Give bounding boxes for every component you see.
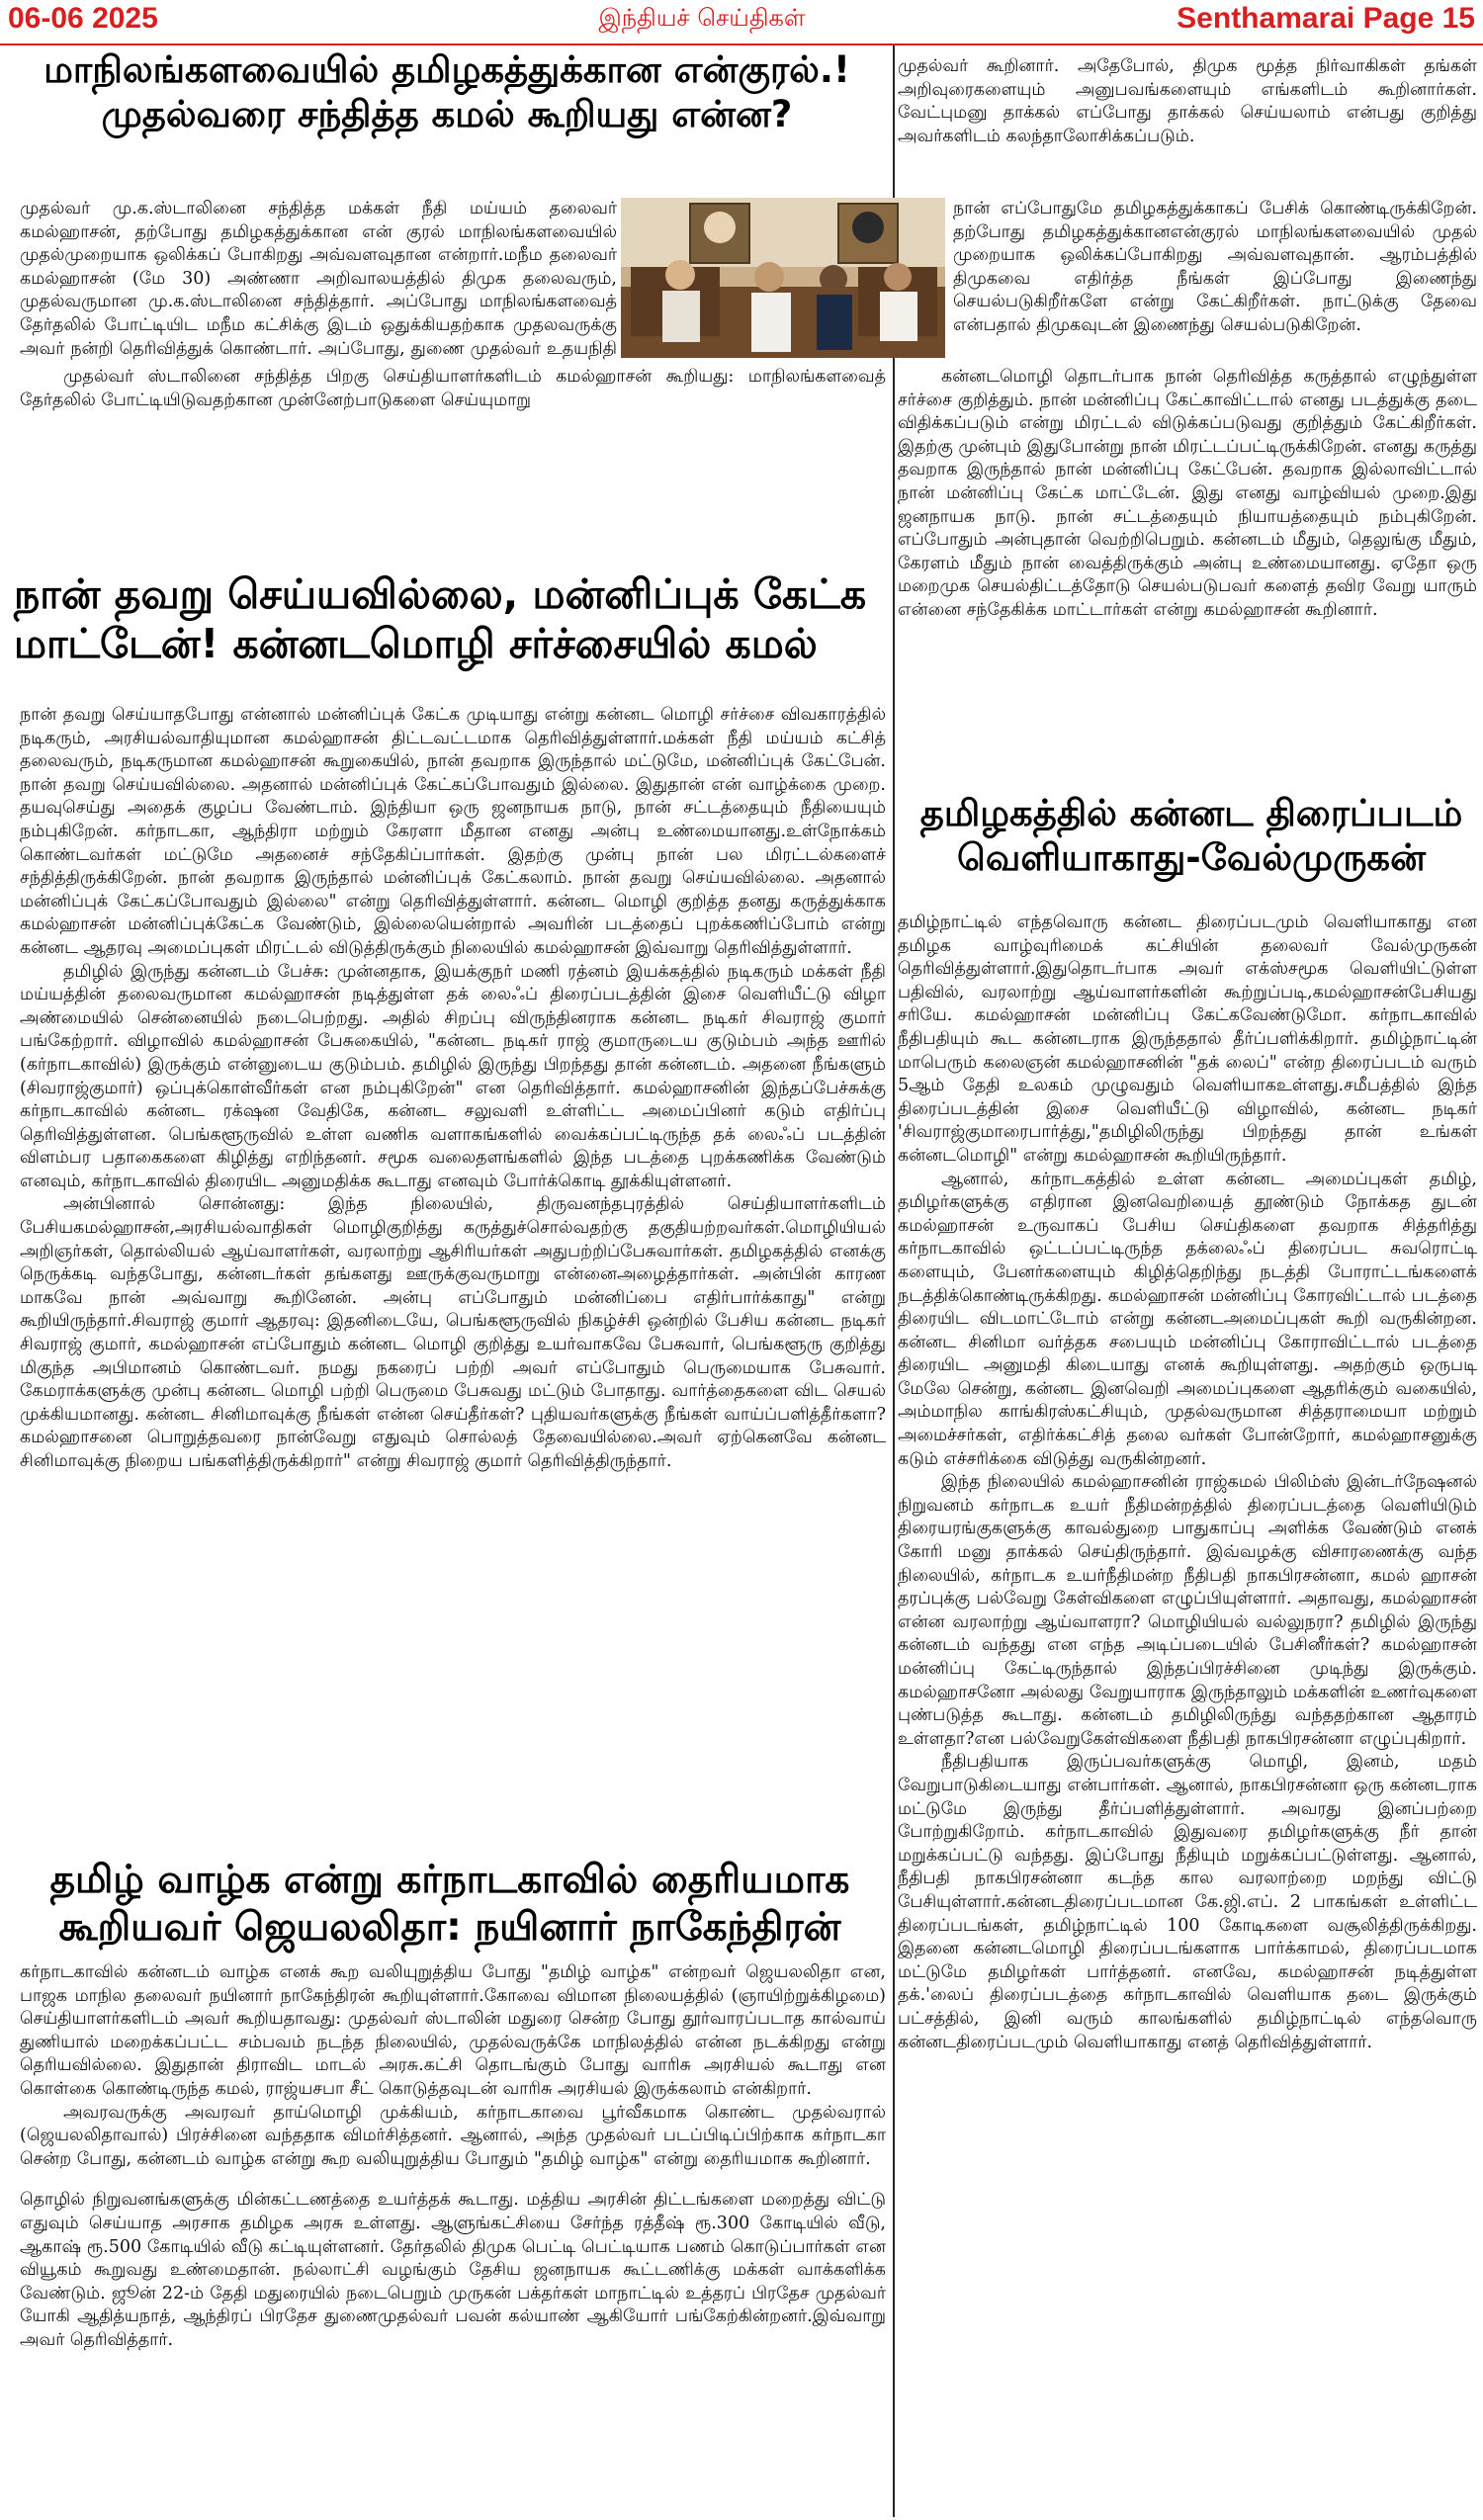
column-divider (893, 45, 895, 2517)
article1-column (20, 198, 617, 360)
article2-headline: நான் தவறு செய்யவில்லை, மன்னிப்புக் கேட்க மாட்டேன்! கன்னடமொழி சர்ச்சையில் கமல் (14, 570, 867, 668)
article4-paragraph: நீதிபதியாக இருப்பவர்களுக்கு மொழி, இனம், மதம் வேறுபாடுகிடையாது என்பார்கள். ஆனால், நாகபிரசன்னா ஒரு கன்னடராக மட்டுமே இருந்து தீர்ப்பளித்துள்ளார். அவரது இனப்பற்றை போற்றுகிறோம். கர்நாடகாவில் இதுவரை தமிழர்களுக்கு நீர் தான் மறுக்கப்பட்டு வந்தது. இப்போது நீதியும் மறுக்கப்பட்டுள்ளது. ஆனால், நீதிபதி நாகபிரசன்னா கடந்த கால வரலாற்றை மறந்து விட்டு பேசியுள்ளார்.கன்னடதிரைப்படமான கே.ஜி.எப். 2 பாகங்கள் உள்ளிட்ட திரைப்படங்கள், தமிழ்நாட்டில் 100 கோடிகளை வசூலித்திருக்கிறது. இதனை கன்னடமொழி திரைப்படங்களாக பார்க்காமல், திரைப்படமாக மட்டுமே தமிழர்கள் பார்த்தனர். எனவே, கமல்ஹாசன் நடித்துள்ள தக்.'லைப் திரைப்படத்தை கர்நாடகாவில் வெளியாக தடை இருக்கும் பட்சத்தில், இனி வரும் காலங்களில் தமிழ்நாட்டில் எந்தவொரு கன்னடதிரைப்படமும் வெளியாகாது எனத் தெரிவித்துள்ளார். (898, 1752, 1477, 2052)
issue-date: 06-06 2025 (8, 2, 158, 35)
article3-headline: தமிழ் வாழ்க என்று கர்நாடகாவில் தைரியமாக கூறியவர் ஜெயலலிதா: நயினார் நாகேந்திரன் (49, 1858, 850, 1950)
article1-paragraph: முதல்வர் மு.க.ஸ்டாலினை சந்தித்த மக்கள் நீதி மய்யம் தலைவர் கமல்ஹாசன், தற்போது தமிழகத்துக்கான என் குரல் மாநிலங்களவையில் முதல்முறையாக ஒலிக்கப் போகிறது அவ்வளவுதான என்றார்.மநீம தலைவர் கமல்ஹாசன் (மே 30) அண்ணா அறிவாலயத்தில் திமுக தலைவரும், முதல்வருமான மு.க.ஸ்டாலினை சந்தித்தார். அப்போது மாநிலங்களவைத் தேர்தலில் போட்டியிட மநீம கட்சிக்கு இடம் ஒதுக்கியதற்காக முதலவருக்கு அவர் நன்றி தெரிவித்துக் கொண்டார். அப்போது, துணை முதல்வர் உதயநிதி (20, 199, 617, 359)
article4-paragraph: இந்த நிலையில் கமல்ஹாசனின் ராஜ்கமல் பிலிம்ஸ் இன்டர்நேஷனல் நிறுவனம் கர்நாடக உயர் நீதிமன்றத்தில் திரைப்படத்தை வெளியிடும் திரையரங்குகளுக்கு காவல்துறை பாதுகாப்பு அளிக்க வேண்டும் எனக் கோரி மனு தாக்கல் செய்திருந்தார். இவ்வழக்கு விசாரணைக்கு வந்த நிலையில், கர்நாடக உயர்நீதிமன்ற நீதிபதி நாகபிரசன்னா, கமல் ஹாசன் தரப்புக்கு பல்வேறு கேள்விகளை எழுப்பியுள்ளார். அதாவது, கமல்ஹாசன் என்ன வரலாற்று ஆய்வாளரா? மொழியியல் வல்லுநரா? தமிழில் இருந்து கன்னடம் வந்தது என எந்த அடிப்படையில் பேசினீர்கள்? கமல்ஹாசன் மன்னிப்பு கேட்டிருந்தால் இந்தப்பிரச்சினை முடிந்து இருக்கும். கமல்ஹாசனோ அல்லது வேறுயாராக இருந்தாலும் மக்களின் உணர்வுகளை புண்படுத்த கூடாது. கன்னடம் தமிழிலிருந்து வந்ததற்கான ஆதாரம் உள்ளதா?என பல்வேறுகேள்விகளை நீதிபதி நாகபிரசன்னா எழுப்புகிறார். (898, 1472, 1477, 1749)
article2-paragraph: கன்னடமொழி தொடர்பாக நான் தெரிவித்த கருத்தால் எழுந்துள்ள சர்ச்சை குறித்தும். நான் மன்னிப்பு கேட்காவிட்டால் எனது படத்துக்கு தடை விதிக்கப்படும் என்று மிரட்டல் விடுக்கப்படுவது குறித்தும் கேட்கிறீர்கள். இதற்கு முன்பும் இதுபோன்று நான் மிரட்டப்பட்டிருக்கிறேன். எனது கருத்து தவறாக இருந்தால் நான் மன்னிப்பு கேட்பேன். தவறாக இல்லாவிட்டால் நான் மன்னிப்பு கேட்க மாட்டேன். இது எனது வாழ்வியல் முறை.இது ஜனநாயக நாடு. நான் சட்டத்தையும் நியாயத்தையும் நம்புகிறேன். எப்போதும் அன்புதான் வெற்றிபெறும். கன்னடம் மீதும், தெலுங்கு மீதும், கேரளம் மீதும் நான் வைத்திருக்கும் அன்பு உண்மையானது. ஏதோ ஒரு மறைமுக செயல்திட்டத்தோடு செயல்படுபவர் களைத் தவிர வேறு யாரும் என்னை சந்தேகிக்க மாட்டார்கள் என்று கமல்ஹாசன் கூறினார். (898, 367, 1477, 620)
article1-column (20, 366, 886, 413)
publication-page: Senthamarai Page 15 (1177, 2, 1475, 35)
article2-continuation (898, 366, 1477, 789)
article1-paragraph: முதல்வர் கூறினார். அதேபோல், திமுக மூத்த நிர்வாகிகள் தங்கள் அறிவுரைகளையும் அனுபவங்களையும் எங்களிடம் கூறினார்கள். வேட்புமனு தாக்கல் எப்போது தாக்கல் செய்யலாம் என்பது குறித்து அவர்களிடம் கலந்தாலோசிக்கப்படும். (898, 56, 1477, 146)
article1-headline: மாநிலங்களவையில் தமிழகத்துக்கான என்குரல்.! முதல்வரை சந்தித்த கமல் கூறியது என்ன? (44, 48, 850, 136)
article3-paragraph: தொழில் நிறுவனங்களுக்கு மின்கட்டணத்தை உயர்த்தக் கூடாது. மத்திய அரசின் திட்டங்களை மறைத்து விட்டு எதுவும் செய்யாத அரசாக தமிழக அரசு உள்ளது. ஆளுங்கட்சியை சேர்ந்த ரத்தீஷ் ரூ.300 கோடியில் வீடு, ஆகாஷ் ரூ.500 கோடியில் வீடு கட்டியுள்ளனர். தேர்தலில் திமுக பெட்டி பெட்டியாக பணம் கொடுப்பார்கள் என வியூகம் கூறுவது உண்மைதான். நல்லாட்சி வழங்கும் தேசிய ஜனநாயக கூட்டணிக்கு மக்கள் வாக்களிக்க வேண்டும். ஜூன் 22-ம் தேதி மதுரையில் நடைபெறும் முருகன் பக்தர்கள் மாநாட்டில் உத்தரப் பிரதேச முதல்வர் யோகி ஆதித்யநாத், ஆந்திரப் பிரதேச துணைமுதல்வர் பவன் கல்யாண் ஆகியோர் பங்கேற்கின்றனர்.இவ்வாறு அவர் தெரிவித்தார். (20, 2190, 886, 2350)
article4-paragraph: ஆனால், கர்நாடகத்தில் உள்ள கன்னட அமைப்புகள் தமிழ், தமிழர்களுக்கு எதிரான இனவெறியைத் தூண்டும் நோக்கத துடன் கமல்ஹாசன் உருவாகப் பேசிய செய்திகளை தவறாக சித்தரித்து கர்நாடகாவில் ஒட்டப்பட்டிருந்த தக்லைஃப் திரைப்பட சுவரொட்டி களையும், பேனர்களையும் கிழித்தெறிந்து நடத்தி போராட்டங்களைக் நடத்திக்கொண்டிருக்கிறது. கமல்ஹாசன் மன்னிப்பு கோரவிட்டால் படத்தை திரையிட விடமாட்டோம் என்று கன்னடஅமைப்புகள் கூறி வருகின்றன. கன்னட சினிமா வர்த்தக சபையும் மன்னிப்பு கோராவிட்டால் படத்தை திரையிட அனுமதி கிடையாது எனக் கூறியுள்ளது. அதற்கும் ஒருபடி மேலே சென்று, கன்னட இனவெறி அமைப்புகளை ஆதரிக்கும் வகையில், அம்மாநில காங்கிரஸ்கட்சியும், முதல்வருமான சித்தராமையா மற்றும் அமைச்சர்கள், எதிர்க்கட்சித் தலை வர்கள் போன்றோர், கமல்ஹாசனுக்கு கடும் எச்சரிக்கை விடுத்து வருகின்றனர். (898, 1169, 1477, 1469)
section-title: இந்தியச் செய்திகள் (598, 4, 806, 32)
article2-paragraph: தமிழில் இருந்து கன்னடம் பேச்சு: முன்னதாக, இயக்குநர் மணி ரத்னம் இயக்கத்தில் நடிகரும் மக்கள் நீதி மய்யத்தின் தலைவருமான கமல்ஹாசன் நடித்துள்ள தக் லைஃப் திரைப்படத்தின் இசை வெளியீட்டு விழா அண்மையில் சென்னையில் நடைபெற்றது. அதில் சிறப்பு விருந்தினராக கன்னட நடிகர் சிவராஜ் குமார் பங்கேற்றார். விழாவில் கமல்ஹாசன் பேசுகையில், "கன்னட நடிகர் ராஜ் குமாருடைய குடும்பம் அந்த ஊரில் (கர்நாடகாவில்) இருக்கும் என்னுடைய குடும்பம். தமிழில் இருந்து பிறந்தது தான் கன்னடம். அதனை நீங்களும் (சிவராஜ்குமார்) ஒப்புக்கொள்வீர்கள் என நம்புகிறேன்" என தெரிவித்தார். கமல்ஹாசனின் இந்தப்பேச்சுக்கு கர்நாடகாவில் கன்னட ரக்‌ஷன வேதிகே, கன்னட சலுவளி உள்ளிட்ட அமைப்பினர் கடும் எதிர்ப்பு தெரிவித்துள்ளன. பெங்களூருவில் உள்ள வணிக வளாகங்களில் வைக்கப்பட்டிருந்த தக் லைஃப் படத்தின் விளம்பர பதாகைகளை கிழித்து எறிந்தனர். சமூக வலைதளங்களில் இந்த படத்தை புறக்கணிக்க வேண்டும் எனவும், கர்நாடகாவில் திரையிட அனுமதிக்க கூடாது எனவும் போர்க்கொடி தூக்கியுள்ளனர். (20, 961, 886, 1191)
article3-paragraph: கர்நாடகாவில் கன்னடம் வாழ்க எனக் கூற வலியுறுத்திய போது "தமிழ் வாழ்க" என்றவர் ஜெயலலிதா என, பாஜக மாநில தலைவர் நயினார் நாகேந்திரன் கூறியுள்ளார்.கோவை விமான நிலையத்தில் (ஞாயிற்றுக்கிழமை) செய்தியாளர்களிடம் அவர் கூறியதாவது: முதல்வர் ஸ்டாலின் மதுரை சென்ற போது தூர்வாரப்படாத கால்வாய் துணியால் மறைக்கப்பட்ட சம்பவம் நடந்த நிலையில், முதல்வருக்கே மாநிலத்தில் என்ன நடக்கிறது என்று தெரியவில்லை. இதுதான் திராவிட மாடல் அரசு.கட்சி தொடங்கும் போது வாரிசு அரசியல் கூடாது என கொள்கை கொண்டிருந்த கமல், ராஜ்யசபா சீட் கொடுத்தவுடன் வாரிசு அரசியல் இருக்கலாம் என்கிறார். (20, 1962, 886, 2099)
article1-continuation (953, 198, 1477, 360)
article1-paragraph: முதல்வர் ஸ்டாலினை சந்தித்த பிறகு செய்தியாளர்களிடம் கமல்ஹாசன் கூறியது: மாநிலங்களவைத் தேர்தலில் போட்டியிடுவதற்கான முன்னேற்பாடுகளை செய்யுமாறு (20, 367, 886, 410)
article1-paragraph: நான் எப்போதுமே தமிழகத்துக்காகப் பேசிக் கொண்டிருக்கிறேன். தற்போது தமிழகத்துக்கானஎன்குரல் மாநிலங்களவையில் முதல் முறையாக ஒலிக்கப்போகிறது அவ்வளவுதான். ஆரம்பத்தில் திமுகவை எதிர்த்த நீங்கள் இப்போது இணைந்து செயல்படுகிறீர்களே என்று கேட்கிறீர்கள். நாட்டுக்கு தேவை என்பதால் திமுகவுடன் இணைந்து செயல்படுகிறேன். (953, 199, 1477, 335)
article1-continuation (898, 55, 1477, 194)
page-header (0, 0, 1483, 45)
article2-paragraph: அன்பினால் சொன்னது: இந்த நிலையில், திருவனந்தபுரத்தில் செய்தியாளர்களிடம் பேசியகமல்ஹாசன்,அரசியல்வாதிகள் மொழிகுறித்து கருத்துச்சொல்வதற்கு தகுதியற்றவர்கள்.மொழியியல் அறிஞர்கள், தொல்லியல் ஆய்வாளர்கள், வரலாற்று ஆசிரியர்கள் அதுபற்றிப்பேசுவார்கள். தமிழகத்தில் எனக்கு நெருக்கடி வந்தபோது, கன்னடர்கள் தங்களது ஊருக்குவருமாறு என்னைஅழைத்தார்கள். அன்பின் காரண மாகவே நான் அவ்வாறு கூறினேன். அன்பு எப்போதும் மன்னிப்பை எதிர்பார்க்காது" என்று கூறியிருந்தார்.சிவராஜ் குமார் ஆதரவு: இதனிடையே, பெங்களூருவில் நிகழ்ச்சி ஒன்றில் பேசிய கன்னட நடிகர் சிவராஜ் குமார், கமல்ஹாசன் எப்போதும் கன்னட மொழி குறித்து உயர்வாகவே பேசுவார், பெங்களூரு குறித்து மிகுந்த அபிமானம் கொண்டவர். நமது நகரைப் பற்றி அவர் எப்போதும் பெருமையாக பேசுவார். கேமராக்களுக்கு முன்பு கன்னட மொழி பற்றி பெருமை பேசுவது மட்டும் போதாது. வார்த்தைகளை விட செயல் முக்கியமானது. கன்னட சினிமாவுக்கு நீங்கள் என்ன செய்தீர்கள்? புதியவர்களுக்கு நீங்கள் வாய்ப்பளித்தீர்களா? கமல்ஹாசனை பொறுத்தவரை நான்வேறு எதுவும் சொல்லத் தேவையில்லை.அவர் ஏற்கெனவே கன்னட சினிமாவுக்கு நிறைய பங்களித்திருக்கிறார்" என்று சிவராஜ் குமார் தெரிவித்திருந்தார். (20, 1194, 886, 1471)
article2-paragraph: நான் தவறு செய்யாதபோது என்னால் மன்னிப்புக் கேட்க முடியாது என்று கன்னட மொழி சர்ச்சை விவகாரத்தில் நடிகரும், அரசியல்வாதியுமான கமல்ஹாசன் திட்டவட்டமாக தெரிவித்துள்ளார்.மக்கள் நீதி மய்யம் கட்சித் தலைவரும், நடிகருமான கமல்ஹாசன் கூறுகையில், நான் தவறாக இருந்தால் மட்டுமே, மன்னிப்புக் கேட்பேன். நான் தவறு செய்யவில்லை. அதனால் மன்னிப்புக் கேட்கப்போவதும் இல்லை. இதுதான் என் வாழ்க்கை முறை. தயவுசெய்து அதைக் குழப்ப வேண்டாம். இந்தியா ஒரு ஜனநாயக நாடு, நான் சட்டத்தையும் நீதியையும் நம்புகிறேன். கர்நாடகா, ஆந்திரா மற்றும் கேரளா மீதான எனது அன்பு உண்மையானது.உள்நோக்கம் கொண்டவர்கள் மட்டுமே அதனைச் சந்தேகிப்பார்கள். இதற்கு முன்பு நான் பல மிரட்டல்களைச் சந்தித்திருக்கிறேன். நான் தவறாக இருந்தால் மன்னிப்புக் கேட்கலாம். நான் தவறு செய்யவில்லை. அதனால் மன்னிப்புக் கேட்கப்போவதும் இல்லை" என்று தெரிவித்துள்ளார். கன்னட மொழி குறித்த தனது கருத்துக்காக கமல்ஹாசன் மன்னிப்புக்கேட்க வேண்டும், இல்லையென்றால் அவரின் படத்தைப் புறக்கணிப்போம் என்று கன்னட ஆதரவு அமைப்புகள் மிரட்டல் விடுத்திருக்கும் நிலையில் கமல்ஹாசன் இவ்வாறு தெரிவித்துள்ளார். (20, 705, 886, 958)
article3-paragraph: அவரவருக்கு அவரவர் தாய்மொழி முக்கியம், கர்நாடகாவை பூர்வீகமாக கொண்ட முதல்வரால் (ஜெயலலிதாவால்) பிரச்சினை வந்ததாக விமர்சித்தனர். ஆனால், அந்த முதல்வர் படப்பிடிப்பிற்காக கர்நாடகா சென்ற போது, கன்னடம் வாழ்க என்று கூற வலியுறுத்திய போதும் "தமிழ் வாழ்க" என்று தைரியமாக கூறினார். (20, 2102, 886, 2169)
article4-headline: தமிழகத்தில் கன்னட திரைப்படம் வெளியாகாது-வேல்முருகன் (919, 792, 1463, 880)
kamal-stalin-photo (621, 198, 945, 358)
article4-paragraph: தமிழ்நாட்டில் எந்தவொரு கன்னட திரைப்படமும் வெளியாகாது என தமிழக வாழ்வுரிமைக் கட்சியின் தலைவர் வேல்முருகன் தெரிவித்துள்ளார்.இதுதொடர்பாக அவர் எக்ஸ்சமூக வெளியிட்டுள்ள பதிவில், வரலாற்று ஆய்வாளர்களின் கூற்றுப்படி,கமல்ஹாசன்பேசியது சரியே. கமல்ஹாசன் மன்னிப்பு கேட்கவேண்டுமோ. கர்நாடகாவில் நீதிபதியும் கூட கன்னடராக இருந்ததால் தீர்ப்பளிக்கிறார். தமிழ்நாட்டின் மாபெரும் கலைஞன் கமல்ஹாசனின் "தக் லைப்" என்ற திரைப்படம் வரும் 5ஆம் தேதி உலகம் முழுவதும் வெளியாகஉள்ளது.சமீபத்தில் இந்த திரைப்படத்தின் இசை வெளியீட்டு விழாவில், கன்னட நடிகர் 'சிவராஜ்குமாரைபார்த்து,"தமிழிலிருந்து பிறந்தது தான் உங்கள் கன்னடமொழி" என்று கமல்ஹாசன் கூறியிருந்தார். (898, 912, 1477, 1166)
article2-column (20, 704, 886, 1849)
article3-column (20, 1961, 886, 2515)
article4-column (898, 912, 1477, 2515)
